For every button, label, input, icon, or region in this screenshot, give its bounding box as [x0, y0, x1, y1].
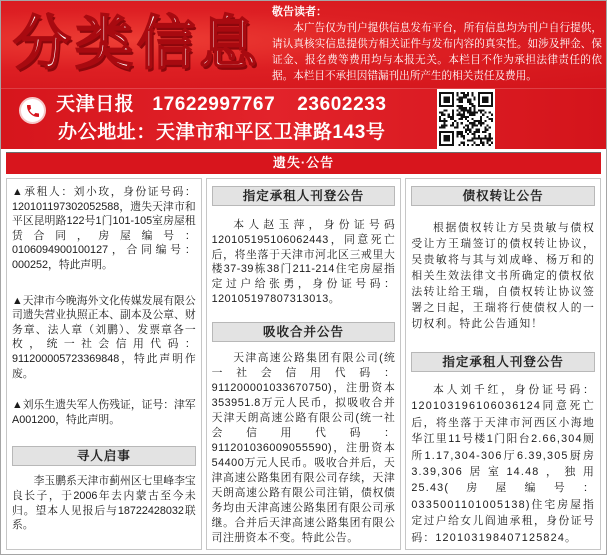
reader-notice: [272, 4, 602, 84]
column-2: [206, 178, 402, 550]
lost-notice-lease-contract: ▲承租人：刘小玫，身份证号码：120101197302052588，遗失天津市和平区昆明路122号1门101-105室房屋租赁合同，房屋编号：0106094900100127，合同编号：000252，特此声明。: [12, 186, 196, 271]
lost-notice-business-license: ▲天津市今晚海外文化传媒发展有限公司遗失营业执照正本、副本及公章、财务章、法人章（刘鹏）、发票章各一枚，统一社会信用代码：911200005723369848，特此声明作废。: [12, 294, 196, 380]
header-banner: [1, 1, 606, 88]
notice-body: 本广告仅为刊户提供信息发布平台，所有信息均为刊户自行提供，请认真核实信息提供方相关证件与发布内容的真实性。如涉及押金、保证金、报名费等费用均与本报无关。本栏目不作为承担法律责任的依据。本栏目不承担因错漏刊出所产生的相关责任及费用。: [272, 22, 602, 82]
office-address: 天津市和平区卫津路143号: [156, 122, 386, 143]
phone-line: [56, 93, 387, 117]
qr-code: [437, 89, 495, 149]
phone-icon: [19, 97, 46, 124]
designated-tenant-heading: 指定承租人刊登公告: [212, 186, 396, 206]
notice-columns: [6, 178, 601, 550]
address-label: 办公地址：: [58, 122, 157, 143]
qr-code-pattern: [439, 92, 493, 146]
column-1: [6, 178, 202, 550]
column-3: [405, 178, 601, 550]
notice-heading: 敬告读者：: [272, 6, 327, 18]
newspaper-name: 天津日报: [56, 94, 135, 115]
section-banner: [6, 152, 601, 174]
contact-band: [1, 88, 606, 149]
page-title: 分类信息: [13, 9, 262, 77]
qr-modules: [439, 92, 493, 146]
missing-person-heading: 寻人启事: [12, 446, 196, 466]
phone-handset-glyph: [25, 103, 41, 119]
designated-tenant-heading: 指定承租人刊登公告: [411, 352, 595, 372]
section-title: 遗失·公告: [272, 155, 335, 170]
debt-transfer-body: 根据债权转让方吴贵敏与债权受让方王瑞签订的债权转让协议，吴贵敏将与其与刘成峰、杨万和的相关生效法律文书所确定的债权依法转让给王瑞，自债权转让协议签署之日起，王瑞将行使债权人的一切权利。特此公告通知！: [411, 222, 596, 330]
merger-heading: 吸收合并公告: [212, 322, 396, 342]
missing-person-body: 李玉鹏系天津市蓟州区七里峰李宝良长子，于2006年去内蒙古至今未归。望本人见报后与18722428032联系。: [12, 475, 196, 532]
phone-number-landline: 23602233: [297, 94, 387, 115]
designated-tenant-body: 本人赵玉萍，身份证号码120105195106062443，同意死亡后，将坐落于天津市河北区三戒里大楼37-39栋38门211-214住宅房屋指定过户给张勇，身份证号码：120105197807313013。: [211, 219, 396, 305]
debt-transfer-heading: 债权转让公告: [411, 186, 595, 206]
address-line: [58, 121, 386, 145]
phone-number-mobile: 17622997767: [152, 94, 276, 115]
lost-notice-disability-card: ▲刘乐生遗失军人伤残证，证号：津军A001200，特此声明。: [12, 399, 196, 426]
merger-body: 天津高速公路集团有限公司(统一社会信用代码：911200001033670750)，注册资本353951.8万元人民币，拟吸收合并天津天朗高速公路有限公司(统一社会信用代码：911201036009055590)，注册资本54400万元人民币。吸收合并后，天津高速公路集团有限公司存续，天津天朗高速公路有限公司注销，债权债务均由天津高速公路集团有限公司承继。合并后天津高速公路集团有限公司注册资本不变。特此公告。: [211, 351, 396, 544]
designated-tenant-body: 本人刘千红，身份证号码：120103196106036124同意死亡后，将坐落于天津市河西区小海地华江里11号楼1门阳台2.66,304厕所1.17,304-306厅6.39,305厨房3.39,306居室14.48，独用25.43(房屋编号：0335001101005138)住宅房屋指定过户给女儿阎迪承租，身份证号码：120103198407125824。: [411, 384, 596, 544]
